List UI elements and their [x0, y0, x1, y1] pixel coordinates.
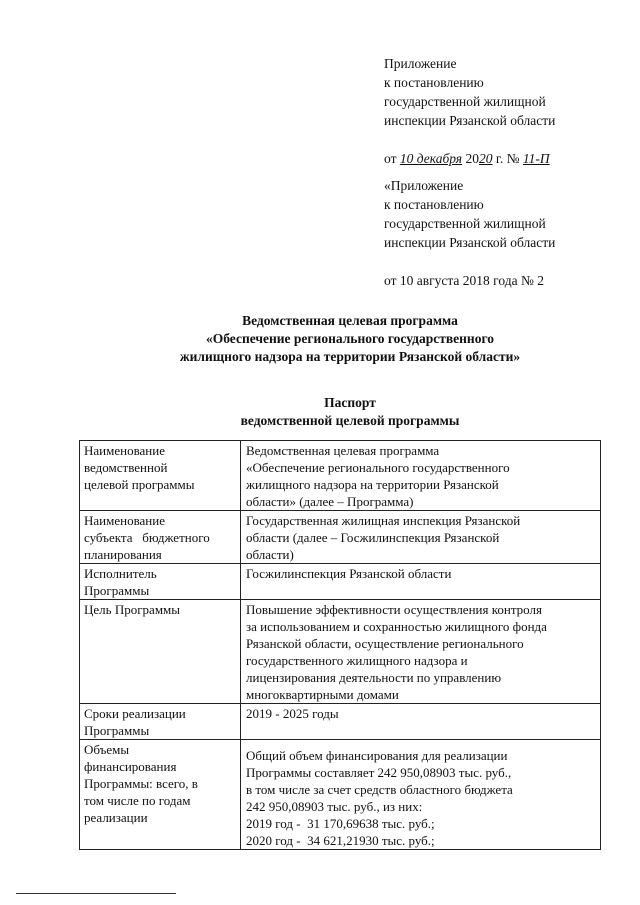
- label-line: Сроки реализации: [84, 706, 186, 721]
- date-number: 11-П: [522, 151, 550, 166]
- title-line: «Обеспечение регионального государственного: [205, 331, 494, 346]
- table-row: [80, 704, 601, 740]
- table-row: [80, 600, 601, 704]
- appendix-date: от 10 августа 2018 года № 2: [384, 273, 544, 288]
- value-line: 2020 год - 34 621,21930 тыс. руб.;: [246, 833, 435, 848]
- row-value: [241, 740, 601, 850]
- table-row: [80, 511, 601, 564]
- appendix-line: государственной жилищной: [384, 94, 546, 109]
- passport-table: [79, 440, 601, 850]
- value-line: за использованием и сохранностью жилищного фонда: [246, 619, 547, 634]
- passport-heading: [120, 394, 580, 430]
- value-line: Общий объем финансирования для реализации: [246, 748, 508, 763]
- value-line: Ведомственная целевая программа: [246, 443, 440, 458]
- date-year-a: 20: [462, 151, 479, 166]
- value-line: в том числе за счет средств областного бюджета: [246, 782, 513, 797]
- appendix-line: инспекции Рязанской области: [384, 113, 556, 128]
- label-line: ведомственной: [84, 460, 168, 475]
- value-line: государственного жилищного надзора и: [246, 653, 468, 668]
- appendix-line: государственной жилищной: [384, 216, 546, 231]
- label-line: Объемы: [84, 742, 130, 757]
- appendix-line: к постановлению: [384, 197, 484, 212]
- value-line: Госжилинспекция Рязанской области: [246, 566, 452, 581]
- label-line: Цель Программы: [84, 602, 181, 617]
- value-line: многоквартирными домами: [246, 687, 399, 702]
- value-line: жилищного надзора на территории Рязанской: [246, 477, 499, 492]
- passport-line: Паспорт: [324, 395, 376, 410]
- value-line: Программы составляет 242 950,08903 тыс. руб.,: [246, 765, 512, 780]
- value-line: 2019 - 2025 годы: [246, 706, 339, 721]
- row-value: [241, 511, 601, 564]
- label-line: Исполнитель: [84, 566, 157, 581]
- label-line: том числе по годам: [84, 793, 191, 808]
- date-prefix: от: [384, 151, 400, 166]
- value-line: области): [246, 547, 294, 562]
- date-year-b: 20: [478, 151, 493, 166]
- row-label: [80, 704, 241, 740]
- program-title: [120, 312, 580, 366]
- value-line: лицензирования деятельности по управлению: [246, 670, 502, 685]
- title-line: Ведомственная целевая программа: [242, 313, 458, 328]
- row-label: [80, 511, 241, 564]
- appendix-header: [384, 54, 555, 168]
- row-label: [80, 600, 241, 704]
- label-line: Программы: [84, 583, 150, 598]
- appendix-line: к постановлению: [384, 75, 484, 90]
- passport-line: ведомственной целевой программы: [240, 413, 460, 428]
- title-line: жилищного надзора на территории Рязанской области»: [179, 349, 521, 364]
- value-line: Повышение эффективности осуществления контроля: [246, 602, 542, 617]
- appendix-date: [384, 149, 555, 168]
- appendix-quoted: [384, 176, 555, 290]
- label-line: Наименование: [84, 443, 165, 458]
- value-line: 242 950,08903 тыс. руб., из них:: [246, 799, 423, 814]
- footnote-divider: [16, 893, 176, 894]
- row-value: [241, 704, 601, 740]
- label-line: целевой программы: [84, 477, 195, 492]
- appendix-line: Приложение: [384, 56, 457, 71]
- value-line: Государственная жилищная инспекция Рязанской: [246, 513, 521, 528]
- row-value: [241, 564, 601, 600]
- table-row: [80, 441, 601, 511]
- label-line: субъекта бюджетного: [84, 530, 210, 545]
- row-label: [80, 564, 241, 600]
- row-value: [241, 600, 601, 704]
- label-line: Программы: [84, 723, 150, 738]
- row-value: [241, 441, 601, 511]
- row-label: [80, 740, 241, 850]
- row-label: [80, 441, 241, 511]
- label-line: планирования: [84, 547, 162, 562]
- table-row: [80, 740, 601, 850]
- date-day: 10 декабря: [399, 151, 463, 166]
- value-line: области» (далее – Программа): [246, 494, 414, 509]
- label-line: Наименование: [84, 513, 165, 528]
- label-line: реализации: [84, 810, 148, 825]
- value-line: «Обеспечение регионального государственного: [246, 460, 510, 475]
- appendix-line: «Приложение: [384, 178, 464, 193]
- value-line: области (далее – Госжилинспекция Рязанской: [246, 530, 500, 545]
- appendix-line: инспекции Рязанской области: [384, 235, 556, 250]
- label-line: Программы: всего, в: [84, 776, 198, 791]
- label-line: финансирования: [84, 759, 177, 774]
- date-mid: г. №: [492, 151, 523, 166]
- table-row: [80, 564, 601, 600]
- value-line: 2019 год - 31 170,69638 тыс. руб.;: [246, 816, 435, 831]
- value-line: Рязанской области, осуществление регионального: [246, 636, 524, 651]
